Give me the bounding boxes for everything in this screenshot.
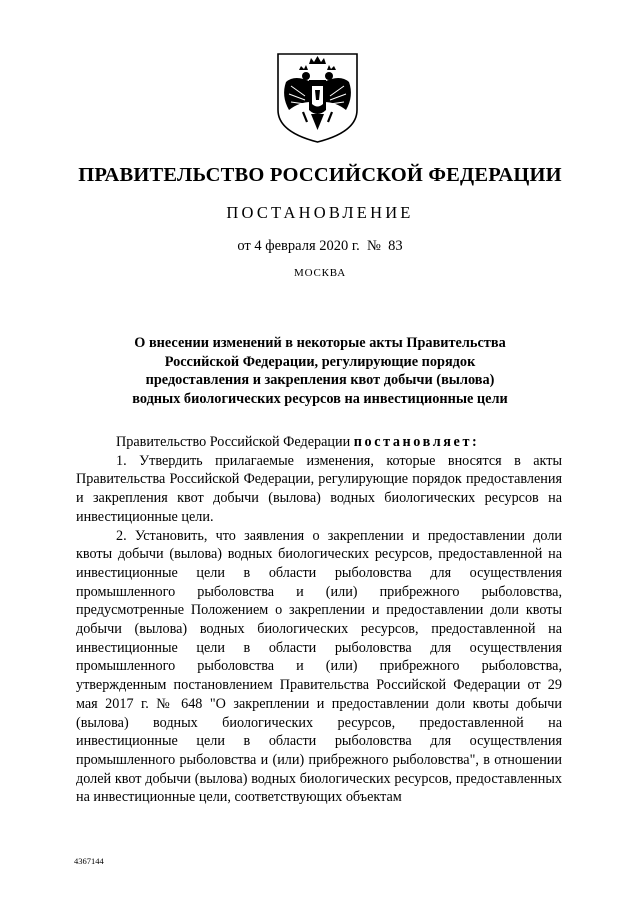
paragraph-1: 1. Утвердить прилагаемые изменения, которые вносятся в акты Правительства Российской Федерации, регулирующие порядок предоставления и закрепления квот добычи (вылова) водных биологических ресурсов на инвестиционные цели.	[76, 452, 562, 525]
date-and-number: от 4 февраля 2020 г. № 83	[237, 238, 403, 254]
decree-title-line: водных биологических ресурсов на инвестиционные цели	[132, 390, 508, 407]
decree-title-line: предоставления и закрепления квот добычи (вылова)	[145, 372, 495, 389]
decree-body	[76, 433, 562, 807]
decree-verb: постановляет:	[353, 434, 480, 450]
intro-text: Правительство Российской Федерации	[116, 434, 354, 450]
city: МОСКВА	[294, 267, 346, 279]
decree-title-line: О внесении изменений в некоторые акты Правительства	[134, 335, 506, 351]
coat-of-arms-icon	[275, 52, 360, 144]
decree-title	[90, 334, 550, 408]
paragraph-2: 2. Установить, что заявления о закреплении и предоставлении доли квоты добычи (вылова) водных биологических ресурсов, предоставленной на инвестиционные цели в области рыболовства для осуществления промышленного рыболовства и (или) прибрежного рыболовства, предусмотренные Положением о закреплении и предоставлении доли квоты добычи (вылова) водных биологических ресурсов, предоставленной на инвестиционные цели в области рыболовства для осуществления промышленного рыболовства и (или) прибрежного рыболовства, утвержденным постановлением Правительства Российской Федерации от 29 мая 2017 г. № 648 "О закреплении и предоставлении доли квоты добычи (вылова) водных биологических ресурсов, предоставленной на инвестиционные цели в области рыболовства для осуществления промышленного рыболовства и (или) прибрежного рыболовства", в отношении долей квот добычи (вылова) водных биологических ресурсов, предоставленных на инвестиционные цели, соответствующих объектам	[76, 527, 562, 806]
document-id: 4367144	[74, 856, 104, 866]
decree-title-line: Российской Федерации, регулирующие порядок	[164, 353, 476, 370]
government-title: ПРАВИТЕЛЬСТВО РОССИЙСКОЙ ФЕДЕРАЦИИ	[78, 164, 562, 186]
intro-paragraph	[76, 433, 562, 452]
document-type: ПОСТАНОВЛЕНИЕ	[226, 203, 414, 222]
